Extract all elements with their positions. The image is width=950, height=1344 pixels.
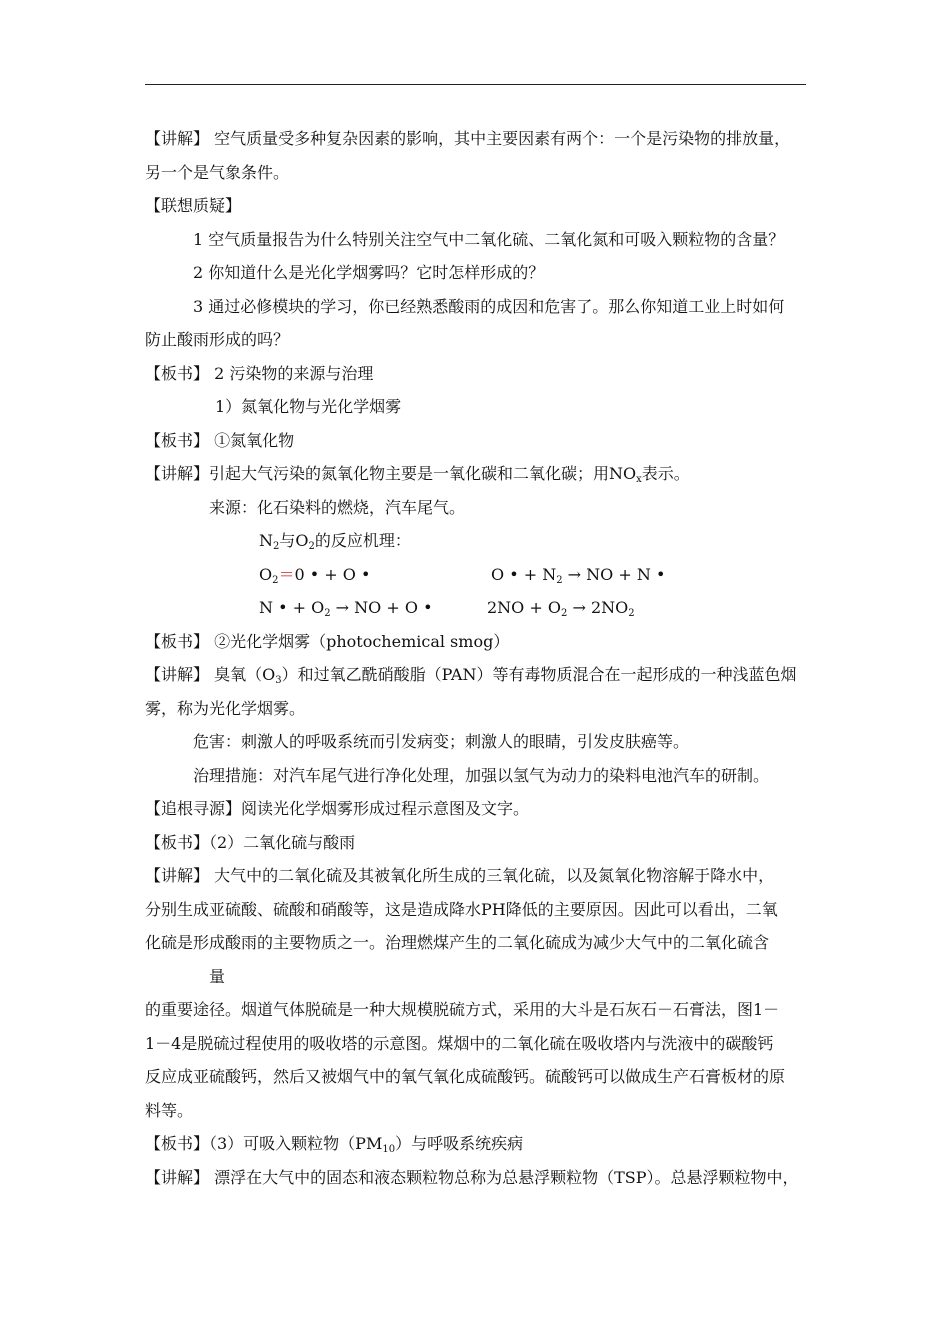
- section-heading: 【联想质疑】: [145, 196, 242, 215]
- text-run: N • + O: [259, 598, 325, 617]
- para-line: 【追根寻源】阅读光化学烟雾形成过程示意图及文字。: [145, 799, 530, 818]
- para-line: 化硫是形成酸雨的主要物质之一。治理燃煤产生的二氧化硫成为减少大气中的二氧化硫含: [145, 933, 770, 952]
- text-run: ）和过氧乙酰硝酸脂（PAN）等有毒物质混合在一起形成的一种浅蓝色烟: [281, 665, 797, 684]
- para-line: 反应成亚硫酸钙，然后又被烟气中的氧气氧化成硫酸钙。硫酸钙可以做成生产石膏板材的原: [145, 1067, 786, 1086]
- header-rule: [145, 84, 806, 85]
- subscript: 2: [272, 575, 279, 586]
- text-run: 2NO + O: [487, 598, 561, 617]
- question-item: 2 你知道什么是光化学烟雾吗？它时怎样形成的？: [193, 263, 545, 282]
- board-heading: 【板书】 2 污染物的来源与治理: [145, 364, 374, 383]
- board-heading: 【板书】 ②光化学烟雾（photochemical smog）: [145, 632, 510, 651]
- para-line: 料等。: [145, 1101, 194, 1120]
- subscript: x: [636, 474, 642, 485]
- para-line: 量: [209, 967, 226, 986]
- subscript: 3: [275, 675, 282, 686]
- mechanism-title: [259, 531, 411, 551]
- board-heading: [145, 1134, 523, 1154]
- question-item: 1 空气质量报告为什么特别关注空气中二氧化硫、二氧化氮和可吸入颗粒物的含量？: [193, 230, 785, 249]
- para-line: [145, 464, 690, 484]
- text-run: 与O: [279, 531, 309, 550]
- subscript: 2: [556, 575, 563, 586]
- equation-4: [487, 598, 635, 618]
- text-run: O: [259, 565, 273, 584]
- subscript: 2: [628, 608, 635, 619]
- text-run: 【板书】（3）可吸入颗粒物（PM: [145, 1134, 383, 1153]
- subscript: 10: [382, 1144, 396, 1155]
- para-line: 的重要途径。烟道气体脱硫是一种大规模脱硫方式，采用的大斗是石灰石－石膏法，图1－: [145, 1000, 780, 1019]
- text-run: 的反应机理：: [314, 531, 411, 550]
- text-run: → NO + O •: [330, 598, 433, 617]
- board-heading: 【板书】 ①氮氧化物: [145, 431, 295, 450]
- text-run: ）与呼吸系统疾病: [395, 1134, 524, 1153]
- para-line: 分别生成亚硫酸、硫酸和硝酸等，这是造成降水PH降低的主要原因。因此可以看出，二氧: [145, 900, 778, 919]
- text-run: 【讲解】引起大气污染的氮氧化物主要是一氧化碳和二氧化碳；用NO: [145, 464, 637, 483]
- board-heading: 【板书】（2）二氧化硫与酸雨: [145, 833, 356, 852]
- para-line: 1－4是脱硫过程使用的吸收塔的示意图。煤烟中的二氧化硫在吸收塔内与洗液中的碳酸钙: [145, 1034, 774, 1053]
- subscript: 2: [273, 541, 280, 552]
- para-line: 治理措施：对汽车尾气进行净化处理，加强以氢气为动力的染料电池汽车的研制。: [193, 766, 770, 785]
- para-line: 【讲解】 漂浮在大气中的固态和液态颗粒物总称为总悬浮颗粒物（TSP）。总悬浮颗粒物中，: [145, 1168, 799, 1187]
- double-bond: ＝: [278, 565, 295, 584]
- para-line: 来源：化石染料的燃烧，汽车尾气。: [209, 498, 466, 517]
- para-line: 另一个是气象条件。: [145, 163, 290, 182]
- subscript: 2: [324, 608, 331, 619]
- text-run: → NO + N •: [562, 565, 666, 584]
- equation-2: [491, 565, 665, 585]
- para-line: [145, 665, 796, 685]
- text-run: 表示。: [641, 464, 690, 483]
- equation-3: [259, 598, 433, 618]
- text-run: 0 • + O •: [294, 565, 371, 584]
- text-run: → 2NO: [567, 598, 629, 617]
- para-line: 防止酸雨形成的吗？: [145, 330, 290, 349]
- question-item: 3 通过必修模块的学习，你已经熟悉酸雨的成因和危害了。那么你知道工业上时如何: [193, 297, 785, 316]
- subscript: 2: [561, 608, 568, 619]
- board-subheading: 1）氮氧化物与光化学烟雾: [215, 397, 402, 416]
- para-line: 危害：刺激人的呼吸系统而引发病变；刺激人的眼睛，引发皮肤癌等。: [193, 732, 690, 751]
- text-run: N: [259, 531, 273, 550]
- text-run: 【讲解】 臭氧（O: [145, 665, 276, 684]
- para-line: 【讲解】 空气质量受多种复杂因素的影响，其中主要因素有两个：一个是污染物的排放量，: [145, 129, 791, 148]
- text-run: O • + N: [491, 565, 557, 584]
- para-line: 雾，称为光化学烟雾。: [145, 699, 306, 718]
- para-line: 【讲解】 大气中的二氧化硫及其被氧化所生成的三氧化硫，以及氮氧化物溶解于降水中，: [145, 866, 775, 885]
- subscript: 2: [308, 541, 315, 552]
- equation-1: [259, 565, 370, 585]
